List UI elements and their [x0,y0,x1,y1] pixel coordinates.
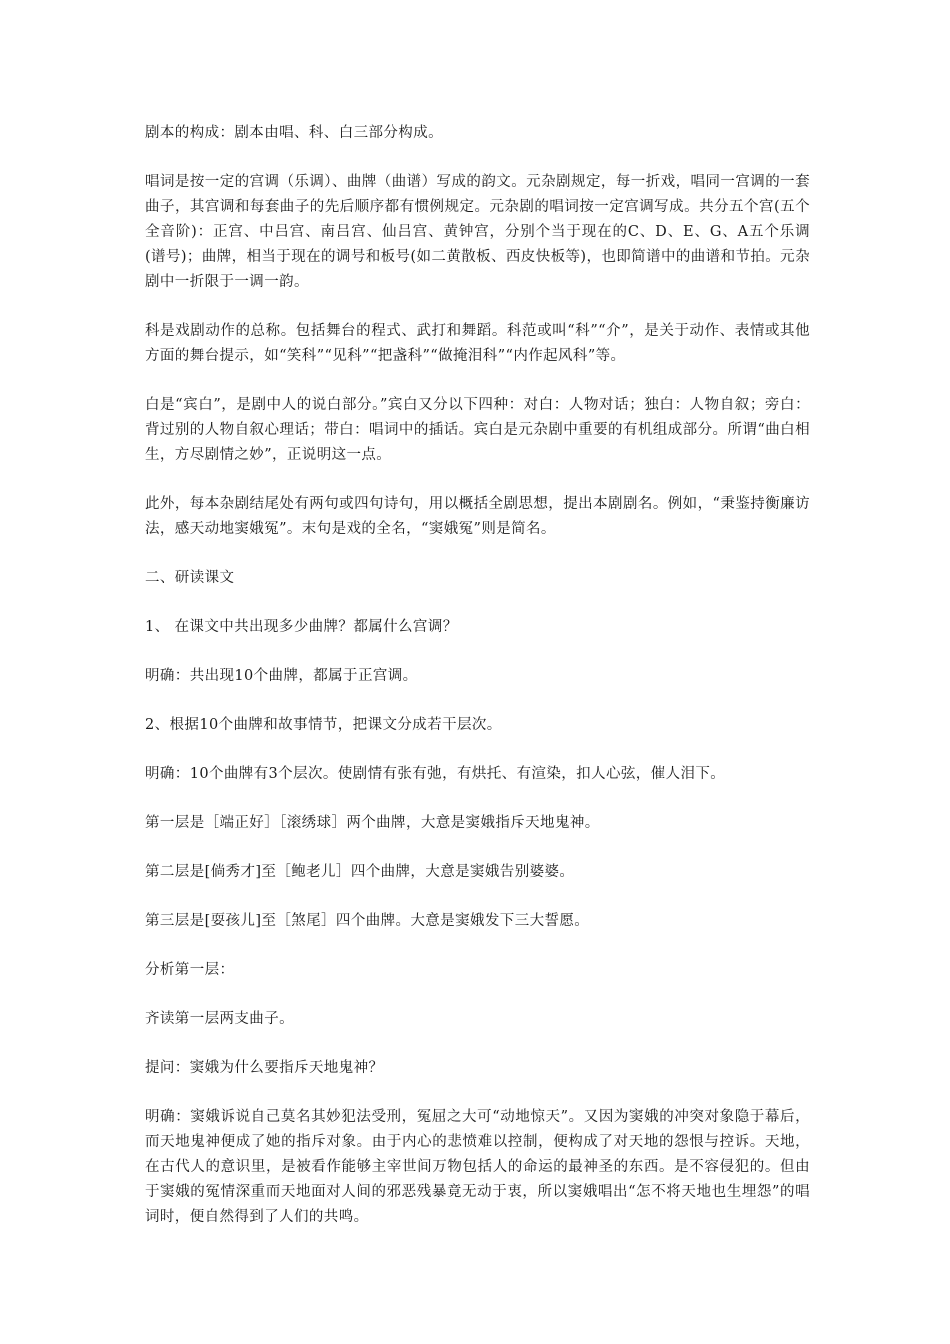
paragraph-script-structure: 剧本的构成：剧本由唱、科、白三部分构成。 [145,125,443,141]
section-heading: 二、研读课文 [145,570,235,586]
answer-3: 明确：窦娥诉说自己莫名其妙犯法受刑，冤屈之大可“动地惊天”。又因为窦娥的冲突对象隐于幕后，而天地鬼神便成了她的指斥对象。由于内心的悲愤难以控制，便构成了对天地的怨恨与控诉。天地，在古代人的意识里，是被看作能够主宰世间万物包括人的命运的最神圣的东西。是不容侵犯的。但由于窦娥的冤情深重而天地面对人间的邪恶残暴竟无动于衷，所以窦娥唱出“怎不将天地也生埋怨”的唱词时，便自然得到了人们的共鸣。 [145,1109,810,1225]
layer-3: 第三层是[耍孩儿]至［煞尾］四个曲牌。大意是窦娥发下三大誓愿。 [145,913,590,929]
paragraph-dialogue: 白是“宾白”，是剧中人的说白部分。”宾白又分以下四种：对白：人物对话；独白：人物自叙；旁白：背过别的人物自叙心理话；带白：唱词中的插话。宾白是元杂剧中重要的有机组成部分。所谓“曲白相生，方尽剧情之妙”，正说明这一点。 [145,397,810,463]
layer-1: 第一层是［端正好］［滚绣球］两个曲牌，大意是窦娥指斥天地鬼神。 [145,815,600,831]
paragraph-lyrics: 唱词是按一定的宫调（乐调）、曲牌（曲谱）写成的韵文。元杂剧规定，每一折戏，唱同一宫调的一套曲子，其宫调和每套曲子的先后顺序都有惯例规定。元杂剧的唱词按一定宫调写成。共分五个宫(五个全音阶)：正宫、中吕宫、南吕宫、仙吕宫、黄钟宫，分别个当于现在的C、D、E、G、A五个乐调(谱号)；曲牌，相当于现在的调号和板号(如二黄散板、西皮快板等)，也即简谱中的曲谱和节拍。元杂剧中一折限于一调一韵。 [145,174,810,290]
paragraph-actions: 科是戏剧动作的总称。包括舞台的程式、武打和舞蹈。科范或叫“科”“介”，是关于动作、表情或其他方面的舞台提示，如“笑科”“见科”“把盏科”“做掩泪科”“内作起风科”等。 [145,323,810,364]
paragraph-ending-poem: 此外，每本杂剧结尾处有两句或四句诗句，用以概括全剧思想，提出本剧剧名。例如，“秉鉴持衡廉访法，感天动地窦娥冤”。末句是戏的全名，“窦娥冤”则是简名。 [145,496,810,537]
answer-2: 明确：10个曲牌有3个层次。使剧情有张有弛，有烘托、有渲染，扣人心弦，催人泪下。 [145,766,726,782]
question-1: 1、 在课文中共出现多少曲牌？都属什么宫调？ [145,619,458,635]
question-3: 提问：窦娥为什么要指斥天地鬼神？ [145,1060,384,1076]
document-page [145,121,810,1230]
answer-1: 明确：共出现10个曲牌，都属于正宫调。 [145,668,418,684]
analysis-heading: 分析第一层： [145,962,235,978]
question-2: 2、根据10个曲牌和故事情节，把课文分成若干层次。 [145,717,502,733]
reading-instruction: 齐读第一层两支曲子。 [145,1011,294,1027]
layer-2: 第二层是[倘秀才]至［鲍老儿］四个曲牌，大意是窦娥告别婆婆。 [145,864,575,880]
